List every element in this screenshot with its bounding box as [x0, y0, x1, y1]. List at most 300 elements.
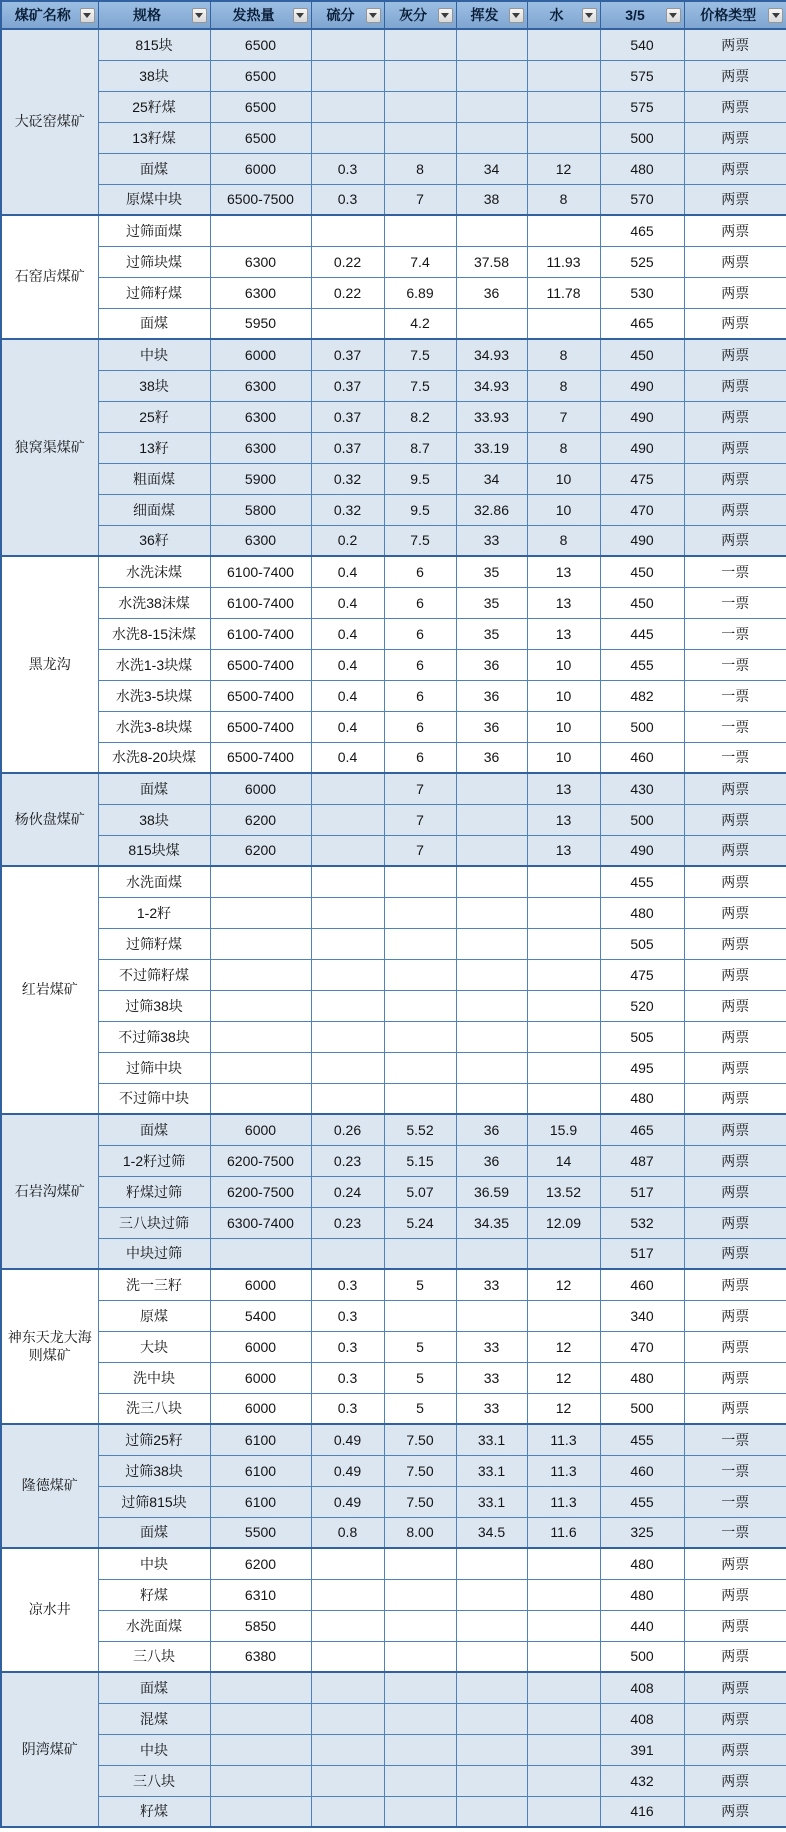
- value-cell[interactable]: 11.93: [527, 246, 600, 277]
- value-cell[interactable]: 0.4: [311, 711, 384, 742]
- value-cell[interactable]: 两票: [684, 91, 786, 122]
- value-cell[interactable]: 6200: [210, 804, 311, 835]
- value-cell[interactable]: 6000: [210, 1331, 311, 1362]
- value-cell[interactable]: 5.52: [384, 1114, 456, 1145]
- value-cell[interactable]: 465: [600, 215, 684, 246]
- value-cell[interactable]: [210, 1052, 311, 1083]
- value-cell[interactable]: 不过筛中块: [98, 1083, 210, 1114]
- value-cell[interactable]: [311, 122, 384, 153]
- value-cell[interactable]: 两票: [684, 1548, 786, 1579]
- value-cell[interactable]: 0.3: [311, 1269, 384, 1300]
- value-cell[interactable]: [456, 308, 527, 339]
- value-cell[interactable]: [456, 1021, 527, 1052]
- value-cell[interactable]: [311, 215, 384, 246]
- value-cell[interactable]: [527, 866, 600, 897]
- value-cell[interactable]: 5.24: [384, 1207, 456, 1238]
- value-cell[interactable]: 470: [600, 494, 684, 525]
- value-cell[interactable]: 两票: [684, 1176, 786, 1207]
- value-cell[interactable]: 6500: [210, 60, 311, 91]
- value-cell[interactable]: 38块: [98, 804, 210, 835]
- value-cell[interactable]: [456, 29, 527, 60]
- value-cell[interactable]: 0.4: [311, 680, 384, 711]
- value-cell[interactable]: 6: [384, 711, 456, 742]
- value-cell[interactable]: 340: [600, 1300, 684, 1331]
- value-cell[interactable]: 500: [600, 804, 684, 835]
- value-cell[interactable]: 两票: [684, 928, 786, 959]
- value-cell[interactable]: [527, 1734, 600, 1765]
- value-cell[interactable]: 6000: [210, 1393, 311, 1424]
- value-cell[interactable]: 487: [600, 1145, 684, 1176]
- value-cell[interactable]: 水洗3-8块煤: [98, 711, 210, 742]
- value-cell[interactable]: 38块: [98, 60, 210, 91]
- value-cell[interactable]: 两票: [684, 1331, 786, 1362]
- value-cell[interactable]: 13籽煤: [98, 122, 210, 153]
- value-cell[interactable]: [456, 866, 527, 897]
- value-cell[interactable]: [384, 91, 456, 122]
- value-cell[interactable]: 两票: [684, 1672, 786, 1703]
- value-cell[interactable]: 13: [527, 804, 600, 835]
- value-cell[interactable]: 11.3: [527, 1424, 600, 1455]
- value-cell[interactable]: 9.5: [384, 463, 456, 494]
- value-cell[interactable]: 505: [600, 928, 684, 959]
- value-cell[interactable]: [527, 928, 600, 959]
- value-cell[interactable]: 6: [384, 618, 456, 649]
- value-cell[interactable]: 6100: [210, 1455, 311, 1486]
- value-cell[interactable]: 6000: [210, 1114, 311, 1145]
- value-cell[interactable]: 0.23: [311, 1145, 384, 1176]
- value-cell[interactable]: 两票: [684, 525, 786, 556]
- filter-button[interactable]: [768, 8, 783, 23]
- value-cell[interactable]: 11.3: [527, 1486, 600, 1517]
- value-cell[interactable]: 25籽: [98, 401, 210, 432]
- value-cell[interactable]: [456, 835, 527, 866]
- value-cell[interactable]: 500: [600, 122, 684, 153]
- value-cell[interactable]: 6300-7400: [210, 1207, 311, 1238]
- value-cell[interactable]: [384, 928, 456, 959]
- value-cell[interactable]: 8.00: [384, 1517, 456, 1548]
- value-cell[interactable]: 水洗1-3块煤: [98, 649, 210, 680]
- value-cell[interactable]: 过筛38块: [98, 1455, 210, 1486]
- value-cell[interactable]: [456, 928, 527, 959]
- value-cell[interactable]: 籽煤过筛: [98, 1176, 210, 1207]
- mine-name-cell[interactable]: 石岩沟煤矿: [1, 1114, 98, 1269]
- value-cell[interactable]: 0.4: [311, 587, 384, 618]
- value-cell[interactable]: [527, 60, 600, 91]
- value-cell[interactable]: 470: [600, 1331, 684, 1362]
- value-cell[interactable]: 面煤: [98, 153, 210, 184]
- value-cell[interactable]: 445: [600, 618, 684, 649]
- value-cell[interactable]: 两票: [684, 1362, 786, 1393]
- value-cell[interactable]: 475: [600, 463, 684, 494]
- value-cell[interactable]: [311, 1238, 384, 1269]
- value-cell[interactable]: [456, 1641, 527, 1672]
- value-cell[interactable]: [210, 990, 311, 1021]
- value-cell[interactable]: 33: [456, 1331, 527, 1362]
- value-cell[interactable]: [311, 1672, 384, 1703]
- value-cell[interactable]: 两票: [684, 1765, 786, 1796]
- value-cell[interactable]: [311, 91, 384, 122]
- value-cell[interactable]: 6000: [210, 339, 311, 370]
- value-cell[interactable]: [311, 1548, 384, 1579]
- value-cell[interactable]: [311, 1703, 384, 1734]
- value-cell[interactable]: [527, 308, 600, 339]
- value-cell[interactable]: 10: [527, 649, 600, 680]
- value-cell[interactable]: 6000: [210, 1362, 311, 1393]
- value-cell[interactable]: 洗三八块: [98, 1393, 210, 1424]
- value-cell[interactable]: 籽煤: [98, 1579, 210, 1610]
- value-cell[interactable]: 一票: [684, 1455, 786, 1486]
- value-cell[interactable]: 570: [600, 184, 684, 215]
- value-cell[interactable]: 面煤: [98, 1672, 210, 1703]
- value-cell[interactable]: [311, 1083, 384, 1114]
- value-cell[interactable]: 490: [600, 401, 684, 432]
- value-cell[interactable]: 517: [600, 1238, 684, 1269]
- value-cell[interactable]: 0.37: [311, 339, 384, 370]
- value-cell[interactable]: [456, 60, 527, 91]
- value-cell[interactable]: 0.2: [311, 525, 384, 556]
- value-cell[interactable]: 450: [600, 339, 684, 370]
- value-cell[interactable]: [384, 1300, 456, 1331]
- value-cell[interactable]: [456, 959, 527, 990]
- value-cell[interactable]: 两票: [684, 277, 786, 308]
- value-cell[interactable]: 0.37: [311, 432, 384, 463]
- value-cell[interactable]: 13: [527, 587, 600, 618]
- value-cell[interactable]: 6310: [210, 1579, 311, 1610]
- value-cell[interactable]: 6300: [210, 525, 311, 556]
- value-cell[interactable]: 450: [600, 556, 684, 587]
- value-cell[interactable]: [527, 215, 600, 246]
- value-cell[interactable]: [456, 1765, 527, 1796]
- value-cell[interactable]: 440: [600, 1610, 684, 1641]
- value-cell[interactable]: [456, 1300, 527, 1331]
- value-cell[interactable]: 6200: [210, 1548, 311, 1579]
- value-cell[interactable]: 34: [456, 463, 527, 494]
- value-cell[interactable]: 7: [384, 184, 456, 215]
- value-cell[interactable]: [311, 835, 384, 866]
- value-cell[interactable]: 480: [600, 1362, 684, 1393]
- value-cell[interactable]: [456, 1083, 527, 1114]
- value-cell[interactable]: 水洗沫煤: [98, 556, 210, 587]
- value-cell[interactable]: [210, 1796, 311, 1827]
- value-cell[interactable]: [384, 990, 456, 1021]
- value-cell[interactable]: [384, 866, 456, 897]
- value-cell[interactable]: 460: [600, 1455, 684, 1486]
- value-cell[interactable]: 一票: [684, 649, 786, 680]
- value-cell[interactable]: 33.1: [456, 1455, 527, 1486]
- filter-button[interactable]: [192, 8, 207, 23]
- value-cell[interactable]: 460: [600, 742, 684, 773]
- value-cell[interactable]: 6: [384, 742, 456, 773]
- value-cell[interactable]: [527, 897, 600, 928]
- value-cell[interactable]: 0.3: [311, 1362, 384, 1393]
- value-cell[interactable]: 7.50: [384, 1455, 456, 1486]
- value-cell[interactable]: 13.52: [527, 1176, 600, 1207]
- value-cell[interactable]: 5.15: [384, 1145, 456, 1176]
- value-cell[interactable]: 33.1: [456, 1486, 527, 1517]
- value-cell[interactable]: 32.86: [456, 494, 527, 525]
- value-cell[interactable]: 34.93: [456, 370, 527, 401]
- value-cell[interactable]: 525: [600, 246, 684, 277]
- value-cell[interactable]: 1-2籽过筛: [98, 1145, 210, 1176]
- value-cell[interactable]: 36: [456, 277, 527, 308]
- value-cell[interactable]: 0.4: [311, 649, 384, 680]
- value-cell[interactable]: 0.37: [311, 370, 384, 401]
- value-cell[interactable]: 532: [600, 1207, 684, 1238]
- value-cell[interactable]: 36: [456, 680, 527, 711]
- mine-name-cell[interactable]: 凉水井: [1, 1548, 98, 1672]
- value-cell[interactable]: 0.32: [311, 494, 384, 525]
- value-cell[interactable]: 6500: [210, 91, 311, 122]
- value-cell[interactable]: 面煤: [98, 773, 210, 804]
- value-cell[interactable]: 8: [527, 339, 600, 370]
- value-cell[interactable]: 10: [527, 711, 600, 742]
- value-cell[interactable]: 混煤: [98, 1703, 210, 1734]
- value-cell[interactable]: [210, 1083, 311, 1114]
- value-cell[interactable]: [210, 1672, 311, 1703]
- value-cell[interactable]: [456, 1052, 527, 1083]
- value-cell[interactable]: 36籽: [98, 525, 210, 556]
- value-cell[interactable]: 6: [384, 680, 456, 711]
- value-cell[interactable]: [384, 1796, 456, 1827]
- value-cell[interactable]: 416: [600, 1796, 684, 1827]
- value-cell[interactable]: 5950: [210, 308, 311, 339]
- value-cell[interactable]: [527, 91, 600, 122]
- value-cell[interactable]: 5: [384, 1269, 456, 1300]
- value-cell[interactable]: 0.4: [311, 556, 384, 587]
- value-cell[interactable]: 36: [456, 742, 527, 773]
- value-cell[interactable]: 12: [527, 1269, 600, 1300]
- value-cell[interactable]: 33: [456, 1393, 527, 1424]
- value-cell[interactable]: [384, 1579, 456, 1610]
- value-cell[interactable]: 34.35: [456, 1207, 527, 1238]
- value-cell[interactable]: 35: [456, 618, 527, 649]
- value-cell[interactable]: 13: [527, 835, 600, 866]
- value-cell[interactable]: 500: [600, 1641, 684, 1672]
- value-cell[interactable]: 一票: [684, 618, 786, 649]
- value-cell[interactable]: 两票: [684, 804, 786, 835]
- value-cell[interactable]: 408: [600, 1703, 684, 1734]
- value-cell[interactable]: 两票: [684, 1579, 786, 1610]
- value-cell[interactable]: 480: [600, 153, 684, 184]
- value-cell[interactable]: 0.3: [311, 1331, 384, 1362]
- value-cell[interactable]: 6200-7500: [210, 1145, 311, 1176]
- value-cell[interactable]: 过筛籽煤: [98, 928, 210, 959]
- value-cell[interactable]: 两票: [684, 1145, 786, 1176]
- value-cell[interactable]: 6300: [210, 370, 311, 401]
- value-cell[interactable]: [456, 1579, 527, 1610]
- value-cell[interactable]: [311, 959, 384, 990]
- value-cell[interactable]: 33.19: [456, 432, 527, 463]
- value-cell[interactable]: 两票: [684, 1641, 786, 1672]
- value-cell[interactable]: [210, 1703, 311, 1734]
- value-cell[interactable]: 过筛面煤: [98, 215, 210, 246]
- value-cell[interactable]: [311, 866, 384, 897]
- value-cell[interactable]: 0.22: [311, 246, 384, 277]
- value-cell[interactable]: 6500-7500: [210, 184, 311, 215]
- value-cell[interactable]: 5500: [210, 1517, 311, 1548]
- value-cell[interactable]: [384, 122, 456, 153]
- value-cell[interactable]: 11.78: [527, 277, 600, 308]
- value-cell[interactable]: 两票: [684, 897, 786, 928]
- value-cell[interactable]: [456, 990, 527, 1021]
- value-cell[interactable]: 7: [384, 835, 456, 866]
- value-cell[interactable]: 7: [384, 773, 456, 804]
- value-cell[interactable]: 0.3: [311, 153, 384, 184]
- value-cell[interactable]: [527, 1610, 600, 1641]
- value-cell[interactable]: 洗中块: [98, 1362, 210, 1393]
- value-cell[interactable]: [456, 1734, 527, 1765]
- value-cell[interactable]: 两票: [684, 122, 786, 153]
- value-cell[interactable]: 6000: [210, 1269, 311, 1300]
- value-cell[interactable]: [210, 1238, 311, 1269]
- value-cell[interactable]: [384, 1703, 456, 1734]
- filter-button[interactable]: [293, 8, 308, 23]
- value-cell[interactable]: 33: [456, 1269, 527, 1300]
- value-cell[interactable]: 6100-7400: [210, 618, 311, 649]
- value-cell[interactable]: 490: [600, 432, 684, 463]
- value-cell[interactable]: 7.4: [384, 246, 456, 277]
- value-cell[interactable]: 8: [527, 184, 600, 215]
- value-cell[interactable]: [456, 122, 527, 153]
- value-cell[interactable]: 432: [600, 1765, 684, 1796]
- value-cell[interactable]: 465: [600, 1114, 684, 1145]
- value-cell[interactable]: 不过筛38块: [98, 1021, 210, 1052]
- value-cell[interactable]: 36: [456, 1145, 527, 1176]
- filter-button[interactable]: [582, 8, 597, 23]
- value-cell[interactable]: 8.2: [384, 401, 456, 432]
- value-cell[interactable]: 33.1: [456, 1424, 527, 1455]
- value-cell[interactable]: 两票: [684, 1269, 786, 1300]
- value-cell[interactable]: [527, 1238, 600, 1269]
- value-cell[interactable]: 6000: [210, 153, 311, 184]
- value-cell[interactable]: 7: [527, 401, 600, 432]
- value-cell[interactable]: 6500: [210, 29, 311, 60]
- value-cell[interactable]: 0.22: [311, 277, 384, 308]
- value-cell[interactable]: 500: [600, 711, 684, 742]
- value-cell[interactable]: [384, 1021, 456, 1052]
- value-cell[interactable]: 6: [384, 587, 456, 618]
- value-cell[interactable]: 一票: [684, 587, 786, 618]
- value-cell[interactable]: [456, 1548, 527, 1579]
- value-cell[interactable]: [456, 1238, 527, 1269]
- value-cell[interactable]: [527, 1672, 600, 1703]
- value-cell[interactable]: 水洗8-15沫煤: [98, 618, 210, 649]
- value-cell[interactable]: 391: [600, 1734, 684, 1765]
- value-cell[interactable]: [311, 29, 384, 60]
- value-cell[interactable]: 两票: [684, 1734, 786, 1765]
- value-cell[interactable]: 7.50: [384, 1424, 456, 1455]
- value-cell[interactable]: [311, 1734, 384, 1765]
- value-cell[interactable]: 两票: [684, 1238, 786, 1269]
- value-cell[interactable]: 粗面煤: [98, 463, 210, 494]
- value-cell[interactable]: 5400: [210, 1300, 311, 1331]
- value-cell[interactable]: 三八块: [98, 1641, 210, 1672]
- value-cell[interactable]: [456, 1703, 527, 1734]
- value-cell[interactable]: 过筛38块: [98, 990, 210, 1021]
- value-cell[interactable]: [311, 1610, 384, 1641]
- value-cell[interactable]: [311, 990, 384, 1021]
- mine-name-cell[interactable]: 石窑店煤矿: [1, 215, 98, 339]
- value-cell[interactable]: 0.3: [311, 1393, 384, 1424]
- value-cell[interactable]: 480: [600, 1579, 684, 1610]
- value-cell[interactable]: 480: [600, 1548, 684, 1579]
- value-cell[interactable]: 8: [527, 432, 600, 463]
- value-cell[interactable]: 12: [527, 1331, 600, 1362]
- value-cell[interactable]: 815块煤: [98, 835, 210, 866]
- value-cell[interactable]: 38: [456, 184, 527, 215]
- value-cell[interactable]: 0.4: [311, 742, 384, 773]
- value-cell[interactable]: 575: [600, 60, 684, 91]
- value-cell[interactable]: 细面煤: [98, 494, 210, 525]
- value-cell[interactable]: [527, 1579, 600, 1610]
- value-cell[interactable]: 5: [384, 1331, 456, 1362]
- value-cell[interactable]: [210, 928, 311, 959]
- mine-name-cell[interactable]: 杨伙盘煤矿: [1, 773, 98, 866]
- mine-name-cell[interactable]: 黑龙沟: [1, 556, 98, 773]
- value-cell[interactable]: 6: [384, 649, 456, 680]
- value-cell[interactable]: 34.93: [456, 339, 527, 370]
- value-cell[interactable]: [527, 1703, 600, 1734]
- value-cell[interactable]: 6500-7400: [210, 649, 311, 680]
- value-cell[interactable]: 37.58: [456, 246, 527, 277]
- value-cell[interactable]: 36.59: [456, 1176, 527, 1207]
- value-cell[interactable]: 两票: [684, 1114, 786, 1145]
- value-cell[interactable]: 0.49: [311, 1455, 384, 1486]
- value-cell[interactable]: [210, 897, 311, 928]
- value-cell[interactable]: 两票: [684, 1021, 786, 1052]
- value-cell[interactable]: [384, 1083, 456, 1114]
- value-cell[interactable]: [384, 1641, 456, 1672]
- value-cell[interactable]: 过筛籽煤: [98, 277, 210, 308]
- value-cell[interactable]: 三八块: [98, 1765, 210, 1796]
- value-cell[interactable]: 10: [527, 494, 600, 525]
- value-cell[interactable]: 6200-7500: [210, 1176, 311, 1207]
- value-cell[interactable]: 33.93: [456, 401, 527, 432]
- value-cell[interactable]: 9.5: [384, 494, 456, 525]
- value-cell[interactable]: [527, 959, 600, 990]
- value-cell[interactable]: 0.8: [311, 1517, 384, 1548]
- value-cell[interactable]: 517: [600, 1176, 684, 1207]
- value-cell[interactable]: 两票: [684, 1052, 786, 1083]
- value-cell[interactable]: 两票: [684, 370, 786, 401]
- value-cell[interactable]: 洗一三籽: [98, 1269, 210, 1300]
- value-cell[interactable]: 12.09: [527, 1207, 600, 1238]
- value-cell[interactable]: [384, 215, 456, 246]
- value-cell[interactable]: 36: [456, 1114, 527, 1145]
- value-cell[interactable]: 6500-7400: [210, 680, 311, 711]
- value-cell[interactable]: [311, 1796, 384, 1827]
- filter-button[interactable]: [366, 8, 381, 23]
- value-cell[interactable]: [527, 1796, 600, 1827]
- value-cell[interactable]: 原煤中块: [98, 184, 210, 215]
- value-cell[interactable]: 500: [600, 1393, 684, 1424]
- value-cell[interactable]: 450: [600, 587, 684, 618]
- value-cell[interactable]: 490: [600, 835, 684, 866]
- value-cell[interactable]: 6300: [210, 401, 311, 432]
- value-cell[interactable]: 水洗面煤: [98, 866, 210, 897]
- value-cell[interactable]: 13: [527, 556, 600, 587]
- value-cell[interactable]: 两票: [684, 60, 786, 91]
- value-cell[interactable]: 6300: [210, 432, 311, 463]
- value-cell[interactable]: 6100-7400: [210, 587, 311, 618]
- value-cell[interactable]: 408: [600, 1672, 684, 1703]
- value-cell[interactable]: 两票: [684, 494, 786, 525]
- value-cell[interactable]: 两票: [684, 153, 786, 184]
- value-cell[interactable]: 465: [600, 308, 684, 339]
- value-cell[interactable]: 5800: [210, 494, 311, 525]
- value-cell[interactable]: 520: [600, 990, 684, 1021]
- value-cell[interactable]: 36: [456, 649, 527, 680]
